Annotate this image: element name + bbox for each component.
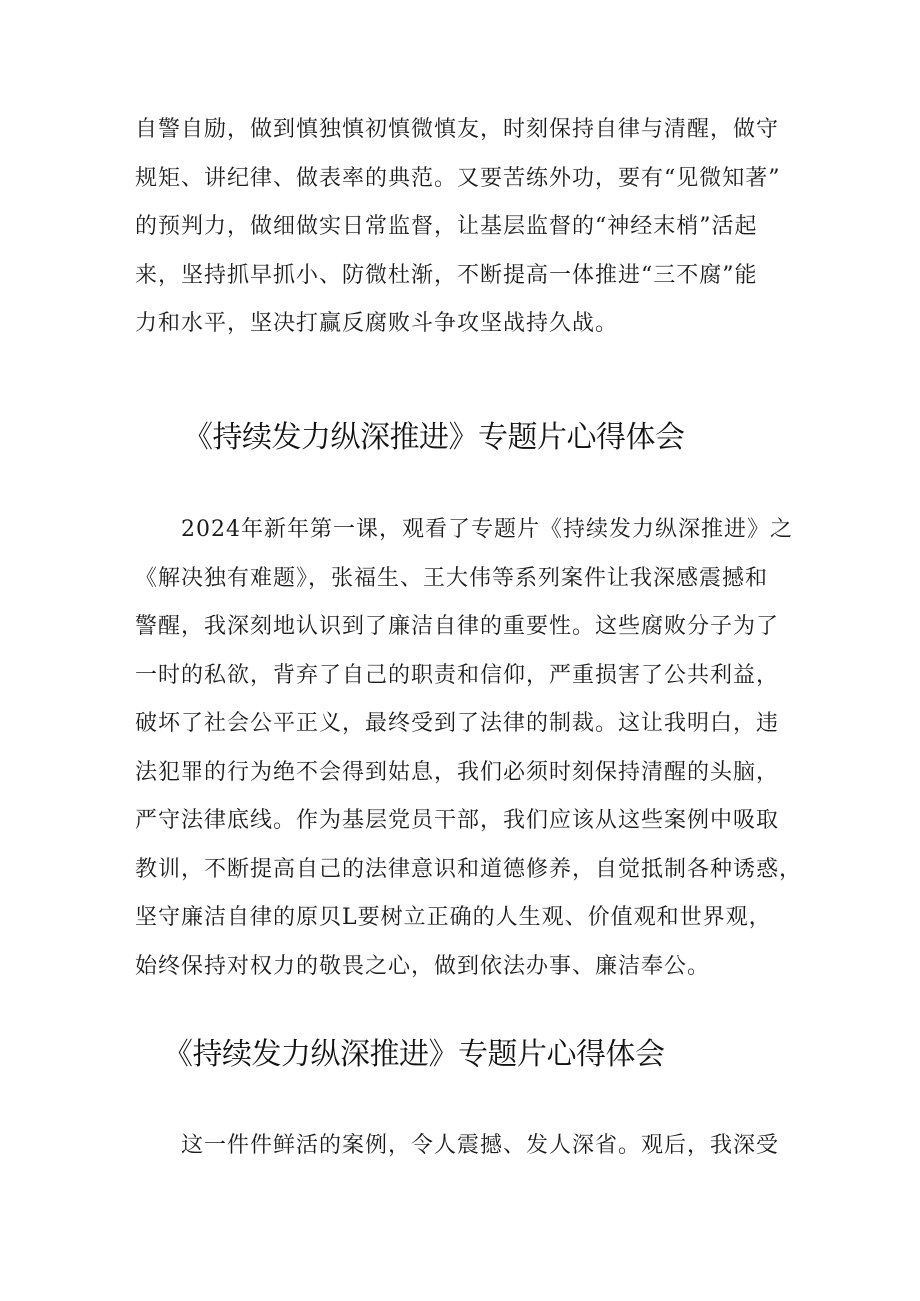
text-line: 一时的私欲，背弃了自己的职责和信仰，严重损害了公共利益， [135, 662, 780, 688]
text-line: 教训，不断提高自己的法律意识和道德修养，自觉抵制各种诱惑， [135, 856, 803, 882]
section-heading-1: 《持续发力纵深推进》专题片心得体会 [183, 420, 685, 455]
text-line: 坚守廉洁自律的原贝L要树立正确的人生观、价值观和世界观， [135, 905, 772, 930]
text-line: 2024年新年第一课，观看了专题片《持续发力纵深推进》之 [135, 517, 793, 542]
text-line: 来，坚持抓早抓小、防微杜渐，不断提高一体推进“三不腐”能 [135, 262, 758, 288]
text-line: 破坏了社会公平正义，最终受到了法律的制裁。这让我明白，违 [135, 711, 780, 736]
text-line: 的预判力，做细做实日常监督，让基层监督的“神经末梢”活起 [135, 214, 758, 239]
text-line: 力和水平，坚决打赢反腐败斗争攻坚战持久战。 [135, 311, 619, 336]
text-line: 这一件件鲜活的案例，令人震撼、发人深省。观后，我深受 [135, 1133, 780, 1158]
text-line: 《解决独有难题》，张福生、王大伟等系列案件让我深感震撼和 [135, 565, 769, 591]
body-paragraph-1 [135, 106, 795, 349]
section-heading-2: 《持续发力纵深推进》专题片心得体会 [163, 1037, 665, 1072]
body-paragraph-3 [135, 1122, 795, 1171]
text-line: 严守法律底线。作为基层党员干部，我们应该从这些案例中吸取 [135, 808, 780, 833]
text-line: 自警自励，做到慎独慎初慎微慎友，时刻保持自律与清醒，做守 [135, 117, 780, 142]
text-line: 始终保持对权力的敬畏之心，做到依法办事、廉洁奉公。 [135, 953, 711, 979]
text-line: 规矩、讲纪律、做表率的典范。又要苦练外功，要有“见微知著” [135, 165, 781, 191]
text-line: 法犯罪的行为绝不会得到姑息，我们必须时刻保持清醒的头脑， [135, 759, 780, 785]
text-line: 警醒，我深刻地认识到了廉洁自律的重要性。这些腐败分子为了 [135, 614, 780, 639]
body-paragraph-2 [135, 506, 803, 991]
